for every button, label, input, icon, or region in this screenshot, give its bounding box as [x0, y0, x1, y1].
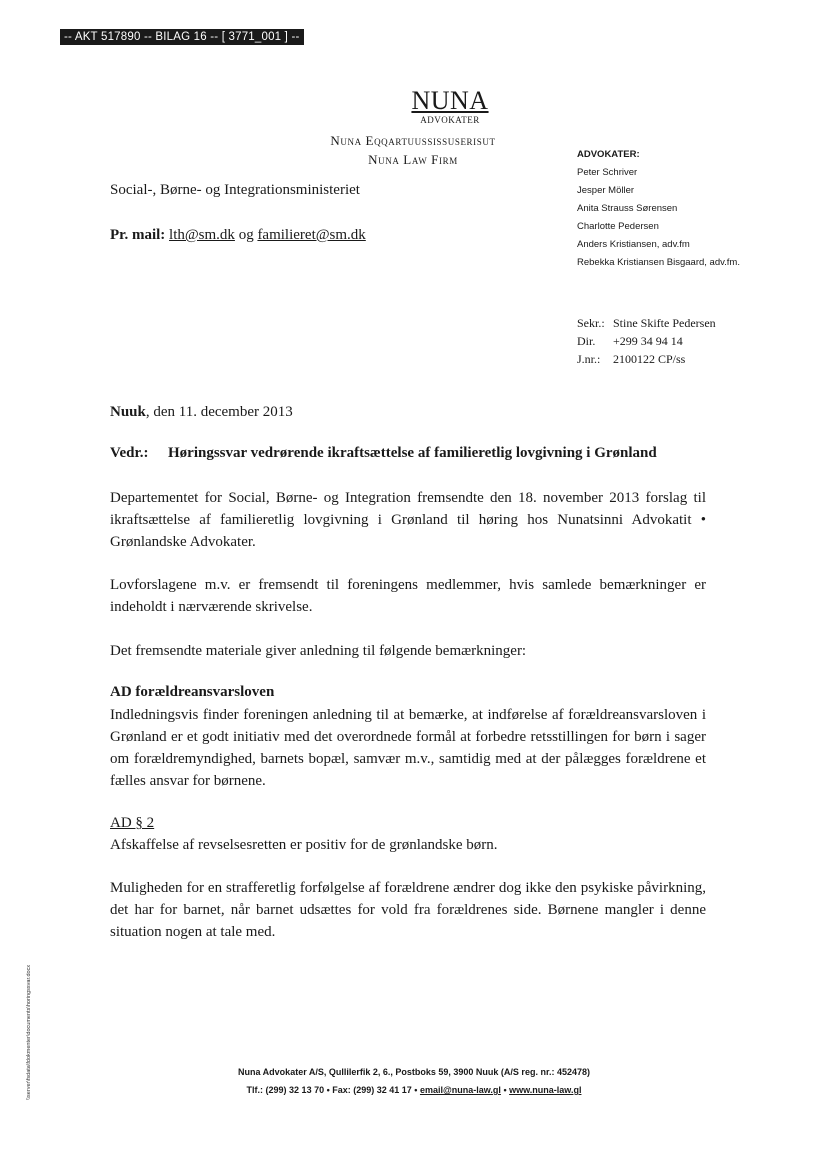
firm-name-english: Nuna Law Firm: [368, 152, 458, 167]
lawyer-name: Anders Kristiansen, adv.fm: [577, 239, 690, 250]
section-heading-1: AD forældreansvarsloven: [110, 684, 275, 700]
subject-line: [110, 445, 657, 462]
body-paragraph-5: Afskaffelse af revselsesretten er positiv for de grønlandske børn.: [110, 837, 498, 853]
lawyers-heading: ADVOKATER:: [577, 149, 640, 160]
subject-label: Vedr.:: [110, 445, 149, 461]
lawyers-list: [577, 146, 740, 272]
secretary-key: Sekr.:: [577, 316, 605, 330]
firm-logo: [300, 88, 600, 125]
footer-separator: •: [503, 1085, 507, 1095]
footer-contact: [0, 1085, 828, 1095]
body-paragraph-4: Indledningsvis finder foreningen anledning til at bemærke, at indførelse af forældreansvarsloven i Grønland er et godt initiativ med det overordnede formål at forbedre retsstillingen for børn i sager om forældremyndighed, barnets bopæl, samvær m.v., samtidig med at der pålægges forældrene et fælles ansvar for børnene.: [110, 707, 706, 789]
date-place: Nuuk: [110, 404, 146, 420]
lawyer-name: Peter Schriver: [577, 167, 638, 178]
mail-line: [110, 227, 366, 244]
direct-key: Dir.: [577, 334, 596, 348]
journal-key: J.nr.:: [577, 352, 601, 366]
secretary-value: Stine Skifte Pedersen: [613, 316, 716, 330]
secretary-block: [577, 314, 716, 368]
logo-subtitle: ADVOKATER: [420, 115, 480, 125]
lawyer-name: Charlotte Pedersen: [577, 221, 659, 232]
body-paragraph-6: Muligheden for en strafferetlig forfølgelse af forældrene ændrer dog ikke den psykiske påvirkning, det har for barnet, når barnet udsættes for vold fra forældrenes side. Børnene mangler i denne situation nogen at tale med.: [110, 880, 706, 940]
body-paragraph-2: Lovforslagene m.v. er fremsendt til foreningens medlemmer, hvis samlede bemærkninger er indeholdt i nærværende skrivelse.: [110, 577, 706, 615]
recipient: Social-, Børne- og Integrationsministeriet: [110, 182, 360, 198]
archive-stamp: -- AKT 517890 -- BILAG 16 -- [ 3771_001 ] --: [60, 29, 304, 45]
subject-text: Høringssvar vedrørende ikraftsættelse af familieretlig lovgivning i Grønland: [168, 445, 657, 461]
footer-phone-fax: Tlf.: (299) 32 13 70 • Fax: (299) 32 41 17 •: [246, 1085, 418, 1095]
section-heading-2: AD § 2: [110, 815, 155, 831]
footer-email-link[interactable]: email@nuna-law.gl: [419, 1085, 501, 1095]
lawyer-name: Anita Strauss Sørensen: [577, 203, 678, 214]
date-text: , den 11. december 2013: [145, 404, 293, 420]
date-line: [110, 404, 293, 421]
direct-value: +299 34 94 14: [613, 334, 683, 348]
email-link-2[interactable]: familieret@sm.dk: [257, 227, 366, 243]
lawyer-name: Jesper Möller: [577, 185, 635, 196]
footer-web-link[interactable]: www.nuna-law.gl: [509, 1085, 582, 1095]
email-link-1[interactable]: lth@sm.dk: [169, 227, 235, 243]
body-paragraph-1: Departementet for Social, Børne- og Integration fremsendte den 18. november 2013 forslag til ikraftsættelse af familieretlig lovgivning i Grønland til høring hos Nunatsinni Advokatit • Grønlandske Advokater.: [110, 490, 706, 550]
mail-label: Pr. mail:: [110, 227, 166, 243]
footer-address: Nuna Advokater A/S, Qullilerfik 2, 6., Postboks 59, 3900 Nuuk (A/S reg. nr.: 452478): [238, 1067, 590, 1077]
file-path-margin: \\server\fsdata\fdokmenter\documents\horingssvar.docx: [26, 964, 32, 1100]
mail-conjunction: og: [238, 227, 254, 243]
logo-name: NUNA: [411, 86, 489, 115]
body-paragraph-3: Det fremsendte materiale giver anledning til følgende bemærkninger:: [110, 643, 527, 659]
lawyer-name: Rebekka Kristiansen Bisgaard, adv.fm.: [577, 257, 740, 268]
firm-name-greenlandic: Nuna Eqqartuussissuserisut: [330, 133, 496, 148]
journal-value: 2100122 CP/ss: [613, 352, 686, 366]
